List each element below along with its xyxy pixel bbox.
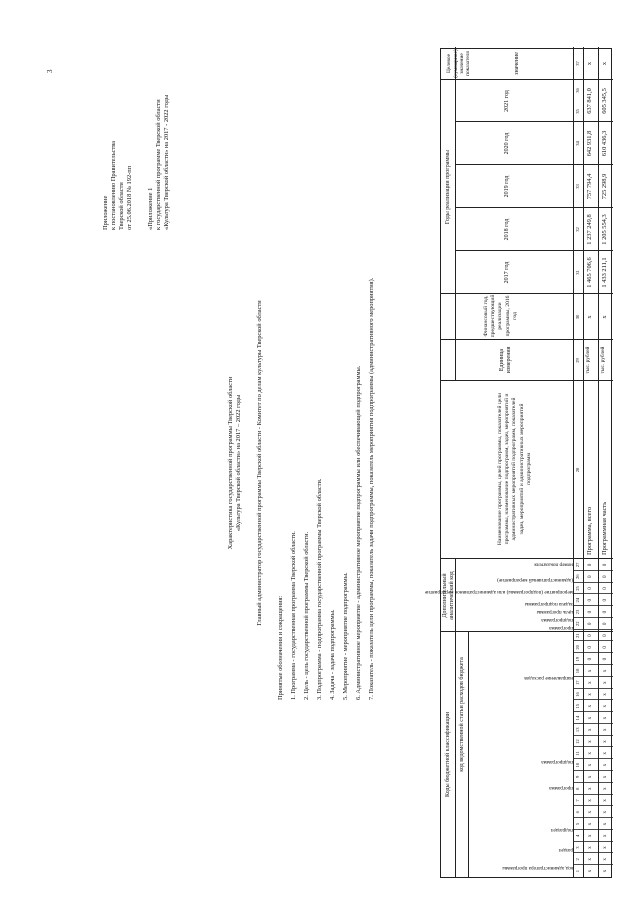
row-code-cell: 0	[602, 634, 608, 637]
abbreviation-item: 3. Подпрограмма - подпрограмма государственной программы Тверской области.	[316, 478, 323, 700]
row-code-cell: x	[587, 834, 593, 838]
row-year-value: 725 298,9	[601, 173, 608, 200]
column-number: 23	[575, 609, 580, 615]
header-budget-codes: Коды бюджетной классификации	[445, 712, 451, 797]
row-code-cell: x	[587, 752, 593, 755]
column-number: 15	[575, 703, 580, 709]
row-code-cell: 0	[587, 610, 593, 614]
row-year-value: 637 841,0	[586, 88, 593, 114]
column-number: 36	[575, 88, 580, 93]
column-number: 30	[575, 314, 580, 320]
abbreviation-item: 6. Административное мероприятие - административное мероприятие подпрограммы или обеспечивающей подпрограммы.	[355, 365, 362, 700]
abbreviation-item: 2. Цель - цель государственной программы Тверской области.	[303, 531, 310, 700]
row-code-cell: 0	[602, 575, 608, 578]
column-number: 10	[575, 762, 580, 768]
col-years-header: Годы реализации программы	[445, 149, 451, 225]
row-unit: тыс. рублей	[600, 346, 606, 374]
row-code-cell: 0	[602, 610, 608, 614]
column-number: 8	[575, 787, 580, 790]
row-code-cell: 0	[602, 563, 608, 567]
col-subprogram-short: подпрограмма	[541, 617, 573, 623]
abbreviation-item: 1. Программа - государственная программа Тверской области.	[290, 531, 297, 700]
row-code-cell: x	[602, 693, 608, 696]
row-code-cell: 0	[602, 646, 608, 649]
header-additional-code: Дополнительный аналитический код	[441, 571, 455, 620]
appendix-line: к государственной программе Тверской области	[155, 99, 162, 230]
col-target-value: значение	[513, 52, 520, 75]
row-code-cell: 0	[587, 598, 593, 602]
row-year-value: 605 345,5	[601, 88, 608, 114]
appendix-program-note	[147, 95, 171, 230]
row-code-cell: 0	[602, 622, 608, 626]
row-target: x	[601, 61, 608, 66]
row-code-cell: x	[602, 704, 608, 708]
page-number: 3	[46, 69, 54, 73]
column-number: 3	[575, 846, 580, 849]
row-code-cell: x	[587, 775, 593, 779]
row-code-cell: x	[602, 834, 608, 838]
row-code-cell: x	[587, 681, 593, 684]
column-number: 6	[575, 811, 580, 814]
appendix-line: «Культура Тверской области» на 2017 - 2022 годы	[163, 94, 170, 230]
row-code-cell: x	[602, 763, 608, 767]
column-number: 21	[575, 633, 580, 638]
column-number: 31	[575, 270, 580, 275]
abbreviations-heading: Принятые обозначения и сокращения:	[277, 595, 284, 700]
col-name-header: Наименование программы, целей программы, показателей цели программы, наименование подпрограмм, задач, мероприятий и административных мероприятий подпрограмм, показателей задач, мероприятий и административных мероприятий подпрограмм	[496, 392, 532, 546]
title-line: Характеристика государственной программы Тверской области	[227, 376, 234, 550]
column-number: 28	[575, 467, 580, 473]
column-number: 35	[575, 109, 580, 114]
row-code-cell: x	[602, 716, 608, 720]
column-number: 11	[575, 751, 580, 756]
column-number: 2	[575, 858, 580, 861]
row-code-cell: x	[602, 846, 608, 849]
row-code-cell: 0	[587, 622, 593, 626]
row-unit: тыс. рублей	[585, 346, 591, 374]
column-number: 34	[575, 141, 580, 146]
column-number: 13	[575, 727, 580, 733]
row-code-cell: x	[587, 763, 593, 767]
column-number: 12	[575, 739, 580, 744]
row-code-cell: x	[587, 728, 593, 732]
column-number: 32	[575, 227, 580, 232]
row-code-cell: x	[602, 681, 608, 684]
row-code-cell: 0	[602, 587, 608, 590]
row-code-cell: 0	[587, 575, 593, 578]
row-code-cell: x	[587, 810, 593, 814]
chief-administrator-line: Главный администратор государственной программы Тверской области - Комитет по делам культуры Тверской области	[256, 300, 263, 626]
abbreviation-item: 4. Задача - задача подпрограммы.	[329, 609, 336, 700]
row-code-cell: x	[602, 669, 608, 673]
column-number: 24	[575, 597, 580, 603]
abbreviations-list	[274, 278, 378, 700]
row-code-cell: x	[602, 775, 608, 779]
year-2020: 2020 год	[503, 132, 510, 155]
row-code-cell: x	[587, 693, 593, 696]
row-target: x	[586, 61, 593, 66]
row-code-cell: x	[602, 740, 608, 743]
column-number: 29	[575, 358, 580, 363]
program-characteristics-table	[424, 48, 612, 878]
row-code-cell: x	[602, 858, 608, 861]
column-number: 4	[575, 834, 580, 837]
col-event-kind: (административный мероприятие)	[497, 577, 573, 583]
rotated-page	[44, 48, 614, 878]
col-task: задача подпрограммы	[524, 601, 573, 607]
col-admin-code: код администратора программы	[502, 865, 573, 871]
col-measure: мероприятие (подпрограммы) или административное мероприятие	[424, 589, 573, 595]
col-expense-direction: направление расходов	[524, 675, 573, 681]
row-code-cell: 0	[587, 646, 593, 649]
column-number: 22	[575, 621, 580, 627]
row-code-cell: 0	[587, 634, 593, 637]
row-name: Программа, всего	[586, 506, 593, 555]
row-code-cell: 0	[602, 598, 608, 602]
year-2018: 2018 год	[503, 218, 510, 241]
row-year-value: 757 794,4	[586, 173, 593, 200]
col-unit-header: Единица измерения	[499, 346, 512, 374]
row-code-cell: x	[587, 669, 593, 673]
col-fin-year-header: Финансовый год, предшествующий реализации программы, 2016 год	[482, 294, 518, 338]
column-number: 26	[575, 574, 580, 579]
row-code-cell: x	[587, 799, 593, 802]
row-code-cell: x	[602, 869, 608, 873]
column-number: 9	[575, 775, 580, 779]
title-line: «Культура Тверской области» на 2017 – 2022 годы	[235, 394, 242, 532]
row-code-cell: x	[602, 810, 608, 814]
col-indicator-number: номер показателя	[534, 561, 573, 568]
row-code-cell: x	[602, 752, 608, 755]
row-year-value: 1 465 706,6	[586, 257, 593, 288]
row-year-value: 1 205 554,3	[601, 214, 608, 245]
row-code-cell: x	[587, 740, 593, 743]
column-number: 20	[575, 645, 580, 650]
row-code-cell: 0	[587, 563, 593, 567]
document-title	[227, 48, 243, 878]
header-kvsr: код ведомственной статьи расходов бюджета	[458, 657, 465, 772]
column-number: 1	[575, 869, 580, 873]
row-code-cell: 0	[587, 587, 593, 590]
column-number: 27	[575, 562, 580, 568]
row-year-value: 1 237 249,8	[586, 214, 593, 245]
row-code-cell: x	[587, 704, 593, 708]
column-number: 7	[575, 799, 580, 802]
row-code-cell: x	[587, 787, 593, 790]
year-2019: 2019 год	[503, 175, 510, 198]
row-fin-year: x	[586, 315, 593, 319]
row-year-value: 1 433 211,1	[601, 257, 608, 288]
abbreviation-item: 7. Показатель - показатель цели программы, показатель задачи подпрограммы, показатель мероприятия подпрограммы (административного мероприятия).	[368, 277, 375, 700]
row-code-cell: x	[587, 846, 593, 849]
col-program: программа	[549, 785, 573, 791]
row-code-cell: 0	[602, 657, 608, 661]
column-number: 33	[575, 184, 580, 189]
row-code-cell: x	[587, 869, 593, 873]
row-code-cell: x	[602, 822, 608, 826]
col-target-header: Целевое (суммарное) значение показателя	[446, 49, 472, 78]
row-code-cell: x	[587, 716, 593, 720]
column-number: 25	[575, 586, 580, 591]
row-fin-year: x	[601, 315, 608, 319]
appendix-line: Тверской области	[118, 182, 125, 230]
column-number: 16	[575, 692, 580, 697]
col-program-short: программа	[549, 625, 573, 631]
row-code-cell: x	[587, 858, 593, 861]
column-number: 37	[575, 61, 580, 66]
row-code-cell: x	[602, 728, 608, 732]
row-code-cell: x	[602, 799, 608, 802]
appendix-resolution-note	[102, 141, 134, 230]
column-number: 14	[575, 715, 580, 721]
year-2017: 2017 год	[503, 261, 510, 284]
col-razdel: раздел	[558, 847, 573, 853]
row-code-cell: x	[587, 822, 593, 826]
appendix-line: от 25.06.2018 № 192-пп	[126, 165, 133, 230]
col-target-program: цель программы	[536, 609, 573, 615]
column-number: 5	[575, 822, 580, 826]
row-name: Программная часть	[601, 501, 608, 555]
row-year-value: 610 436,3	[601, 130, 608, 157]
column-number: 19	[575, 656, 580, 662]
appendix-line: к постановлению Правительства	[110, 140, 117, 230]
row-code-cell: x	[602, 787, 608, 790]
appendix-line: Приложение	[102, 195, 109, 230]
row-code-cell: 0	[587, 657, 593, 661]
year-2021: 2021 год	[503, 90, 510, 112]
appendix-line: «Приложение 1	[147, 187, 154, 230]
col-podrazdel: подраздел	[550, 827, 573, 833]
row-year-value: 642 931,8	[586, 130, 593, 157]
column-number: 18	[575, 668, 580, 674]
column-number: 17	[575, 680, 580, 685]
col-subprogram: подпрограмма	[541, 759, 573, 765]
abbreviation-item: 5. Мероприятие - мероприятие подпрограммы.	[342, 572, 349, 700]
